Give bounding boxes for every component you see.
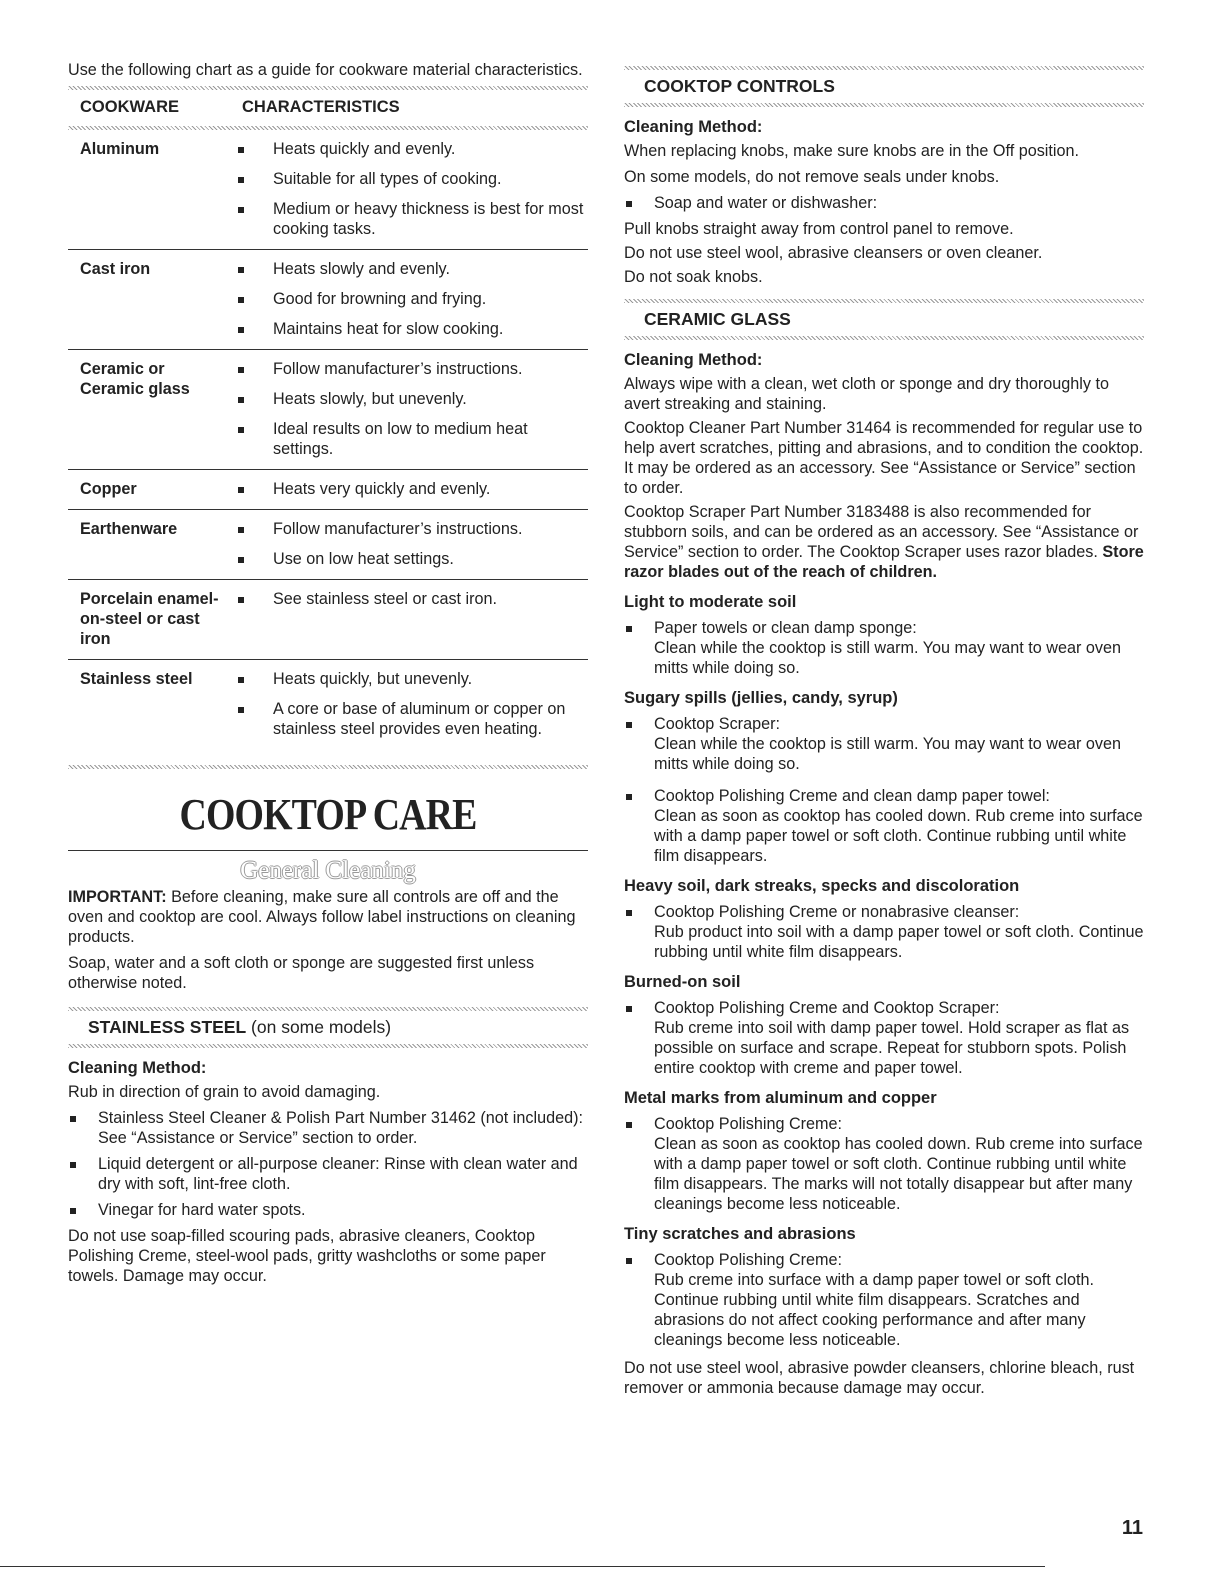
right-column bbox=[624, 60, 1144, 1398]
characteristic-item: Heats slowly and evenly. bbox=[230, 259, 588, 279]
section-subtitle: General Cleaning bbox=[240, 857, 416, 884]
characteristic-item: Medium or heavy thickness is best for most cooking tasks. bbox=[230, 199, 588, 239]
list-item: Liquid detergent or all-purpose cleaner: Rinse with clean water and dry with soft, lint-free cloth. bbox=[68, 1154, 588, 1194]
cookware-name: Porcelain enamel-on-steel or cast iron bbox=[80, 590, 219, 648]
page-title: COOKTOP CARE bbox=[179, 790, 477, 839]
characteristics-list bbox=[230, 139, 588, 239]
stainless-warning: Do not use soap-filled scouring pads, abrasive cleaners, Cooktop Polishing Creme, steel-wool pads, gritty washcloths or some paper towels. Damage may occur. bbox=[68, 1227, 546, 1285]
characteristics-list bbox=[230, 519, 588, 569]
controls-line: On some models, do not remove seals under knobs. bbox=[624, 168, 1000, 186]
table-row bbox=[68, 470, 588, 510]
bullet-text: Clean while the cooktop is still warm. You may want to wear oven mitts while doing so. bbox=[654, 735, 1121, 773]
cleaning-method-label: Cleaning Method: bbox=[624, 118, 763, 136]
title-rule bbox=[68, 850, 588, 851]
characteristic-item: Heats very quickly and evenly. bbox=[230, 479, 588, 499]
cookware-name: Copper bbox=[80, 480, 137, 498]
bullet-text: Clean while the cooktop is still warm. You may want to wear oven mitts while doing so. bbox=[654, 639, 1121, 677]
characteristics-list bbox=[230, 259, 588, 339]
table-row bbox=[68, 660, 588, 749]
bullet-text: See “Assistance or Service” section to order. bbox=[98, 1129, 418, 1147]
stainless-title-note: (on some models) bbox=[246, 1017, 392, 1037]
characteristic-item: Follow manufacturer’s instructions. bbox=[230, 519, 588, 539]
list-item bbox=[624, 902, 1144, 962]
cookware-name: Stainless steel bbox=[80, 670, 193, 688]
table-row bbox=[68, 510, 588, 580]
important-note bbox=[68, 887, 588, 947]
soil-heading: Heavy soil, dark streaks, specks and discoloration bbox=[624, 877, 1020, 895]
soil-heading: Metal marks from aluminum and copper bbox=[624, 1089, 937, 1107]
list-item bbox=[624, 1114, 1144, 1214]
cleaning-method-label: Cleaning Method: bbox=[68, 1059, 207, 1077]
bullet-text: Rub creme into surface with a damp paper towel or soft cloth. Continue rubbing until white film disappears. Scratches and abrasions do not affect cooking performance and after many cleanings become less noticeable. bbox=[654, 1271, 1094, 1349]
ceramic-paragraph bbox=[624, 502, 1144, 582]
bullet-text: Stainless Steel Cleaner & Polish Part Number 31462 (not included): bbox=[98, 1109, 583, 1127]
table-row bbox=[68, 250, 588, 350]
characteristics-list bbox=[230, 589, 588, 649]
controls-line: Do not use steel wool, abrasive cleansers or oven cleaner. bbox=[624, 244, 1043, 262]
characteristics-list bbox=[230, 359, 588, 459]
bullet-text: Cooktop Polishing Creme and Cooktop Scraper: bbox=[654, 999, 1000, 1017]
characteristics-list bbox=[230, 669, 588, 739]
controls-line: Pull knobs straight away from control panel to remove. bbox=[624, 220, 1014, 238]
characteristic-item: Heats slowly, but unevenly. bbox=[230, 389, 588, 409]
list-item: Soap and water or dishwasher: bbox=[624, 193, 1144, 213]
stainless-method-text: Rub in direction of grain to avoid damaging. bbox=[68, 1083, 381, 1101]
bullet-text: Cooktop Scraper: bbox=[654, 715, 780, 733]
bullet-text: Rub product into soil with a damp paper towel or soft cloth. Continue rubbing until white film disappears. bbox=[654, 923, 1144, 961]
characteristic-item: Heats quickly and evenly. bbox=[230, 139, 588, 159]
characteristic-item: Use on low heat settings. bbox=[230, 549, 588, 569]
hatch-divider bbox=[68, 765, 588, 769]
list-item bbox=[624, 998, 1144, 1078]
characteristic-item: Maintains heat for slow cooking. bbox=[230, 319, 588, 339]
bullet-text: Clean as soon as cooktop has cooled down. Rub creme into surface with a damp paper towel or soft cloth. Continue rubbing until white film disappears. bbox=[654, 807, 1143, 865]
characteristic-item: See stainless steel or cast iron. bbox=[230, 589, 588, 609]
bullet-text: Rub creme into soil with damp paper towel. Hold scraper as flat as possible on surface and scrape. Repeat for stubborn spots. Polish entire cooktop with creme and paper towel. bbox=[654, 1019, 1130, 1077]
stainless-title bbox=[68, 1011, 588, 1044]
hatch-divider bbox=[624, 103, 1144, 107]
characteristic-item: A core or base of aluminum or copper on stainless steel provides even heating. bbox=[230, 699, 588, 739]
header-characteristics: CHARACTERISTICS bbox=[242, 98, 400, 116]
hatch-divider bbox=[624, 336, 1144, 340]
scraper-text: Cooktop Scraper Part Number 3183488 is also recommended for stubborn soils, and can be ordered as an accessory. See “Assistance or Service” section to order. The Cooktop Scraper uses razor blades. bbox=[624, 503, 1139, 561]
cooktop-controls-title: COOKTOP CONTROLS bbox=[644, 76, 835, 96]
cleaning-method-label: Cleaning Method: bbox=[624, 351, 763, 369]
stainless-title-text: STAINLESS STEEL bbox=[88, 1017, 247, 1037]
cookware-name: Cast iron bbox=[80, 260, 151, 278]
list-item bbox=[624, 618, 1144, 678]
characteristic-item: Ideal results on low to medium heat settings. bbox=[230, 419, 588, 459]
bullet-text: Clean as soon as cooktop has cooled down. Rub creme into surface with a damp paper towel or soft cloth. Continue rubbing until white film disappears. The marks will not totally disappear but after many cleanings become less noticeable. bbox=[654, 1135, 1143, 1213]
characteristic-item: Good for browning and frying. bbox=[230, 289, 588, 309]
ceramic-paragraph: Cooktop Cleaner Part Number 31464 is recommended for regular use to help avert scratches, pitting and abrasions, and to condition the cooktop. It may be ordered as an accessory. See “Assistance or Service” section to order. bbox=[624, 419, 1144, 497]
controls-line: Do not soak knobs. bbox=[624, 268, 763, 286]
characteristic-item: Suitable for all types of cooking. bbox=[230, 169, 588, 189]
characteristics-list bbox=[230, 479, 588, 499]
controls-line: When replacing knobs, make sure knobs are in the Off position. bbox=[624, 142, 1079, 160]
soil-heading: Tiny scratches and abrasions bbox=[624, 1225, 856, 1243]
intro-text: Use the following chart as a guide for cookware material characteristics. bbox=[68, 61, 583, 79]
razor-warning: Store razor blades out of the reach of children. bbox=[624, 543, 1144, 581]
table-header bbox=[68, 90, 588, 126]
final-warning: Do not use steel wool, abrasive powder cleansers, chlorine bleach, rust remover or ammonia because damage may occur. bbox=[624, 1359, 1135, 1397]
page-number: 11 bbox=[1121, 1517, 1143, 1539]
table-row bbox=[68, 580, 588, 660]
soil-heading: Light to moderate soil bbox=[624, 593, 797, 611]
bottom-rule bbox=[0, 1566, 1045, 1567]
soil-heading: Sugary spills (jellies, candy, syrup) bbox=[624, 689, 898, 707]
cookware-name: Earthenware bbox=[80, 520, 178, 538]
hatch-divider bbox=[68, 1044, 588, 1048]
list-item bbox=[624, 1250, 1144, 1350]
cookware-name: Aluminum bbox=[80, 140, 160, 158]
characteristic-item: Follow manufacturer’s instructions. bbox=[230, 359, 588, 379]
left-column bbox=[68, 60, 588, 1286]
table-row bbox=[68, 130, 588, 250]
ceramic-paragraph: Always wipe with a clean, wet cloth or sponge and dry thoroughly to avert streaking and staining. bbox=[624, 375, 1109, 413]
important-label: IMPORTANT: bbox=[68, 888, 167, 906]
list-item bbox=[68, 1108, 588, 1148]
ceramic-glass-title: CERAMIC GLASS bbox=[644, 309, 791, 329]
bullet-text: Paper towels or clean damp sponge: bbox=[654, 619, 917, 637]
bullet-text: Cooktop Polishing Creme: bbox=[654, 1115, 843, 1133]
cookware-name: Ceramic or Ceramic glass bbox=[80, 360, 190, 398]
cookware-table bbox=[68, 130, 588, 749]
soap-note: Soap, water and a soft cloth or sponge are suggested first unless otherwise noted. bbox=[68, 954, 535, 992]
list-item bbox=[624, 786, 1144, 866]
bullet-text: Cooktop Polishing Creme: bbox=[654, 1251, 843, 1269]
list-item: Vinegar for hard water spots. bbox=[68, 1200, 588, 1220]
bullet-text: Cooktop Polishing Creme and clean damp paper towel: bbox=[654, 787, 1050, 805]
bullet-text: Cooktop Polishing Creme or nonabrasive cleanser: bbox=[654, 903, 1020, 921]
header-cookware: COOKWARE bbox=[80, 98, 179, 116]
list-item bbox=[624, 714, 1144, 774]
table-row bbox=[68, 350, 588, 470]
characteristic-item: Heats quickly, but unevenly. bbox=[230, 669, 588, 689]
soil-heading: Burned-on soil bbox=[624, 973, 741, 991]
important-text: Before cleaning, make sure all controls are off and the oven and cooktop are cool. Always follow label instructions on cleaning products. bbox=[68, 888, 576, 946]
